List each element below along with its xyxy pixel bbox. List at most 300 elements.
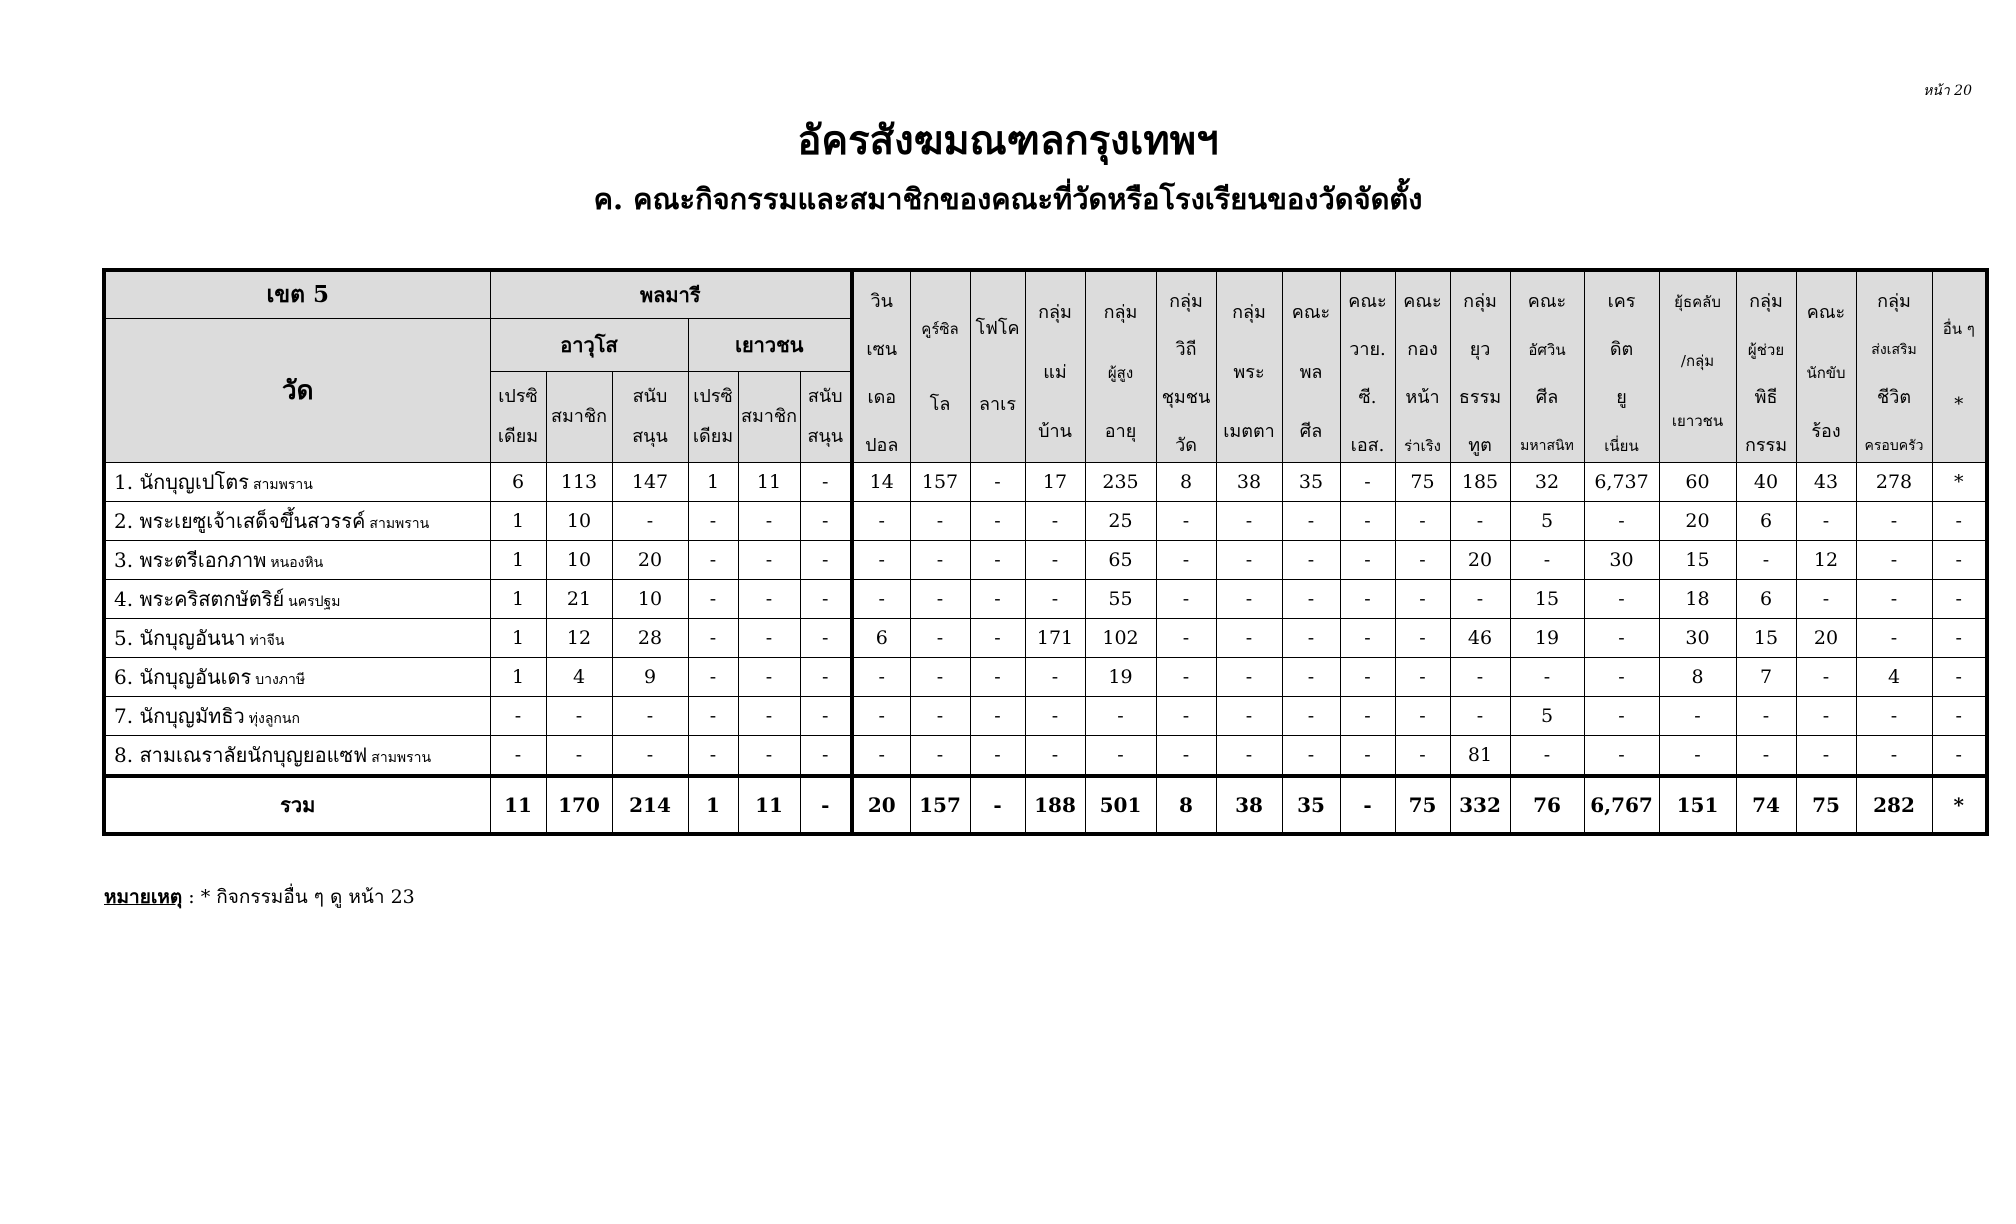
table-cell: - — [1216, 736, 1282, 777]
table-row — [104, 580, 1987, 619]
polmari-header: พลมารี — [490, 270, 852, 319]
wat-district: หนองหิน — [270, 555, 324, 571]
total-cell: 188 — [1025, 776, 1085, 834]
wat-name-cell — [104, 502, 490, 541]
table-row — [104, 502, 1987, 541]
table-cell: - — [688, 502, 738, 541]
total-cell: 332 — [1450, 776, 1510, 834]
wat-district: บางภาษี — [255, 672, 306, 688]
table-cell: * — [1932, 463, 1987, 502]
total-cell: - — [800, 776, 852, 834]
table-cell: - — [1856, 736, 1932, 777]
total-cell: 11 — [490, 776, 546, 834]
activity-header-17 — [1856, 270, 1932, 463]
activity-header-line: กลุ่ม — [1463, 291, 1497, 312]
table-cell: - — [1510, 658, 1584, 697]
activity-header-line: ศีล — [1535, 387, 1559, 408]
table-cell: 65 — [1085, 541, 1156, 580]
activity-header-12 — [1510, 270, 1584, 463]
footnote-text: : * กิจกรรมอื่น ๆ ดู หน้า 23 — [182, 886, 415, 908]
activities-table — [102, 268, 1989, 836]
table-cell: - — [1395, 697, 1450, 736]
activity-header-line: ส่งเสริม — [1871, 342, 1917, 358]
table-cell: 32 — [1510, 463, 1584, 502]
table-cell: - — [1584, 580, 1659, 619]
total-cell: 75 — [1395, 776, 1450, 834]
table-cell: 38 — [1216, 463, 1282, 502]
page-number: หน้า 20 — [1923, 83, 1972, 99]
table-cell: - — [1796, 502, 1856, 541]
table-cell: - — [970, 736, 1025, 777]
table-cell: - — [1340, 463, 1395, 502]
sub-header-3 — [612, 372, 688, 463]
activity-header-15 — [1736, 270, 1796, 463]
activity-header-line: พล — [1299, 361, 1323, 383]
sub-header-4 — [688, 372, 738, 463]
table-cell: 15 — [1659, 541, 1736, 580]
table-cell: - — [546, 697, 612, 736]
table-cell: - — [1340, 619, 1395, 658]
activity-header-line: คณะ — [1348, 291, 1387, 312]
table-cell: - — [1395, 541, 1450, 580]
table-cell: - — [852, 580, 910, 619]
activity-header-line: ศีล — [1299, 420, 1323, 442]
table-cell: 1 — [490, 580, 546, 619]
activity-header-1 — [852, 270, 910, 463]
table-cell: 1 — [688, 463, 738, 502]
activity-header-4 — [1025, 270, 1085, 463]
table-cell: 4 — [546, 658, 612, 697]
table-cell: - — [800, 502, 852, 541]
footnote-label: หมายเหตุ — [104, 886, 183, 908]
wat-name-cell — [104, 736, 490, 777]
table-cell: - — [1932, 736, 1987, 777]
table-cell: - — [1025, 736, 1085, 777]
activity-header-line: คณะ — [1806, 302, 1846, 324]
activity-header-line: คูร์ซิล — [921, 320, 959, 339]
activity-header-line: กรรม — [1744, 435, 1788, 456]
table-cell: - — [688, 580, 738, 619]
activity-header-line: ผู้สูง — [1107, 363, 1134, 382]
table-cell: - — [1156, 619, 1216, 658]
table-cell: - — [738, 541, 800, 580]
table-cell: 1 — [490, 658, 546, 697]
table-cell: - — [1282, 502, 1340, 541]
table-cell: - — [1156, 580, 1216, 619]
activity-header-line: บ้าน — [1038, 420, 1072, 442]
table-cell: - — [1340, 658, 1395, 697]
activity-header-line: กอง — [1407, 339, 1438, 360]
activity-header-line: เนี่ยน — [1604, 437, 1639, 455]
wat-name-cell — [104, 697, 490, 736]
table-cell: - — [1736, 541, 1796, 580]
activity-header-5 — [1085, 270, 1156, 463]
total-cell: 170 — [546, 776, 612, 834]
table-cell: - — [1510, 541, 1584, 580]
table-cell: - — [1932, 619, 1987, 658]
table-cell: 40 — [1736, 463, 1796, 502]
wat-name-cell — [104, 463, 490, 502]
table-cell: - — [970, 580, 1025, 619]
table-cell: - — [910, 697, 970, 736]
table-cell: - — [970, 697, 1025, 736]
table-cell: - — [852, 502, 910, 541]
activity-header-line: ยู — [1616, 387, 1627, 408]
table-cell: - — [1856, 502, 1932, 541]
activity-header-line: ชีวิต — [1877, 387, 1912, 408]
table-cell: - — [1856, 580, 1932, 619]
table-cell: 30 — [1584, 541, 1659, 580]
sub-header-2 — [546, 372, 612, 463]
table-cell: 30 — [1659, 619, 1736, 658]
table-cell: - — [1156, 697, 1216, 736]
table-cell: 18 — [1659, 580, 1736, 619]
table-cell: 20 — [612, 541, 688, 580]
activity-header-line: วัด — [1175, 435, 1197, 456]
table-cell: - — [738, 658, 800, 697]
activity-header-14 — [1659, 270, 1736, 463]
table-cell: 5 — [1510, 697, 1584, 736]
sub-header-line: เปรซิ — [498, 386, 538, 407]
table-cell: 6 — [852, 619, 910, 658]
sub-header-line: สนุน — [807, 426, 844, 447]
activity-header-line: นักขับ — [1806, 363, 1846, 382]
table-cell: - — [1395, 580, 1450, 619]
table-cell: - — [1340, 736, 1395, 777]
table-cell: 20 — [1450, 541, 1510, 580]
table-cell: 8 — [1156, 463, 1216, 502]
activity-header-line: ยุว — [1469, 339, 1491, 360]
table-cell: - — [612, 736, 688, 777]
wat-name: 2. พระเยซูเจ้าเสด็จขึ้นสวรรค์ — [114, 509, 366, 533]
table-cell: - — [1450, 580, 1510, 619]
total-cell: 35 — [1282, 776, 1340, 834]
activity-header-line: ยุ้ธคลับ — [1674, 293, 1721, 311]
sub-header-6 — [800, 372, 852, 463]
table-cell: - — [1025, 658, 1085, 697]
table-cell: - — [738, 736, 800, 777]
activity-header-9 — [1340, 270, 1395, 463]
table-cell: 12 — [546, 619, 612, 658]
table-cell: - — [1796, 658, 1856, 697]
total-cell: * — [1932, 776, 1987, 834]
table-cell: - — [970, 541, 1025, 580]
table-cell: - — [1340, 580, 1395, 619]
table-cell: - — [910, 736, 970, 777]
table-cell: 5 — [1510, 502, 1584, 541]
table-cell: - — [1584, 502, 1659, 541]
table-cell: - — [1395, 658, 1450, 697]
table-cell: 10 — [546, 502, 612, 541]
total-cell: 11 — [738, 776, 800, 834]
wat-name: 1. นักบุญเปโตร — [114, 470, 249, 494]
table-cell: 6 — [490, 463, 546, 502]
table-cell: - — [910, 580, 970, 619]
activity-header-13 — [1584, 270, 1659, 463]
activity-header-line: กลุ่ม — [1877, 291, 1911, 312]
table-cell: 157 — [910, 463, 970, 502]
table-cell: - — [1856, 619, 1932, 658]
table-cell: - — [1932, 658, 1987, 697]
table-cell: - — [1156, 502, 1216, 541]
sub-header-line: สนับ — [807, 386, 843, 407]
table-cell: - — [852, 736, 910, 777]
table-cell: - — [800, 658, 852, 697]
table-cell: 60 — [1659, 463, 1736, 502]
table-cell: - — [1156, 541, 1216, 580]
page-title: อัครสังฆมณฑลกรุงเทพฯ — [797, 117, 1219, 164]
table-cell: 46 — [1450, 619, 1510, 658]
table-cell: - — [852, 697, 910, 736]
table-cell: 11 — [738, 463, 800, 502]
table-cell: - — [1216, 697, 1282, 736]
table-cell: - — [1932, 697, 1987, 736]
total-cell: 282 — [1856, 776, 1932, 834]
table-row — [104, 619, 1987, 658]
table-cell: - — [1282, 697, 1340, 736]
table-cell: - — [1156, 736, 1216, 777]
sub-header-line: สมาชิก — [740, 406, 798, 427]
activity-header-line: ร่าเริง — [1404, 437, 1442, 455]
activity-header-line: ชุมชน — [1161, 387, 1211, 408]
table-cell: - — [1216, 619, 1282, 658]
wat-name: 8. สามเณราลัยนักบุญยอแซฟ — [114, 743, 368, 767]
table-cell: 75 — [1395, 463, 1450, 502]
table-cell: - — [1659, 736, 1736, 777]
table-cell: - — [1856, 541, 1932, 580]
table-cell: - — [800, 541, 852, 580]
activity-header-line: โฟโค — [975, 318, 1020, 340]
table-cell: - — [970, 658, 1025, 697]
footnote — [104, 882, 415, 912]
table-cell: - — [490, 697, 546, 736]
table-cell: 43 — [1796, 463, 1856, 502]
table-cell: - — [852, 541, 910, 580]
total-cell: 501 — [1085, 776, 1156, 834]
activity-header-line: เดอ — [867, 387, 897, 408]
table-cell: 6,737 — [1584, 463, 1659, 502]
table-cell: - — [1932, 502, 1987, 541]
wat-name: 5. นักบุญอันนา — [114, 626, 246, 650]
activity-header-line: * — [1954, 393, 1964, 415]
table-cell: 20 — [1659, 502, 1736, 541]
table-row — [104, 697, 1987, 736]
wat-name-cell — [104, 658, 490, 697]
table-cell: - — [910, 541, 970, 580]
activity-header-line: กลุ่ม — [1232, 302, 1266, 324]
table-row — [104, 541, 1987, 580]
table-cell: - — [970, 463, 1025, 502]
table-cell: - — [1450, 697, 1510, 736]
table-cell: - — [688, 697, 738, 736]
activity-header-line: มหาสนิท — [1520, 438, 1574, 454]
total-cell: - — [1340, 776, 1395, 834]
table-cell: 4 — [1856, 658, 1932, 697]
table-cell: - — [1282, 658, 1340, 697]
wat-district: สามพราน — [252, 477, 313, 493]
activity-header-line: กลุ่ม — [1103, 302, 1138, 324]
table-cell: 14 — [852, 463, 910, 502]
table-cell: 17 — [1025, 463, 1085, 502]
yaowachon-header: เยาวชน — [688, 319, 852, 372]
table-cell: - — [1736, 736, 1796, 777]
table-cell: - — [800, 619, 852, 658]
activity-header-line: อื่น ๆ — [1942, 320, 1975, 339]
table-cell: - — [1395, 502, 1450, 541]
table-cell: 9 — [612, 658, 688, 697]
table-cell: - — [1796, 736, 1856, 777]
wat-district: ทุ่งลูกนก — [248, 711, 300, 727]
table-cell: - — [1282, 736, 1340, 777]
table-cell: - — [1510, 736, 1584, 777]
activity-header-line: พิธี — [1754, 387, 1778, 408]
table-cell: 171 — [1025, 619, 1085, 658]
activity-header-7 — [1216, 270, 1282, 463]
sub-header-line: เปรซิ — [693, 386, 733, 407]
total-cell: - — [970, 776, 1025, 834]
table-cell: - — [1395, 736, 1450, 777]
wat-name-cell — [104, 580, 490, 619]
table-cell: 20 — [1796, 619, 1856, 658]
total-cell: 214 — [612, 776, 688, 834]
table-cell: - — [1584, 658, 1659, 697]
table-cell: - — [738, 502, 800, 541]
table-cell: - — [1796, 697, 1856, 736]
table-cell: - — [1282, 541, 1340, 580]
table-cell: - — [800, 697, 852, 736]
table-cell: - — [970, 502, 1025, 541]
table-cell: - — [1282, 580, 1340, 619]
table-cell: - — [910, 502, 970, 541]
table-cell: 10 — [612, 580, 688, 619]
total-cell: 157 — [910, 776, 970, 834]
table-cell: - — [1450, 658, 1510, 697]
activity-header-11 — [1450, 270, 1510, 463]
table-cell: 12 — [1796, 541, 1856, 580]
sub-header-1 — [490, 372, 546, 463]
activity-header-line: อายุ — [1104, 420, 1137, 442]
table-cell: - — [1216, 502, 1282, 541]
table-cell: - — [1340, 541, 1395, 580]
table-cell: 19 — [1510, 619, 1584, 658]
table-cell: 1 — [490, 541, 546, 580]
table-cell: 185 — [1450, 463, 1510, 502]
wat-district: สามพราน — [371, 750, 432, 766]
table-cell: 102 — [1085, 619, 1156, 658]
table-cell: 55 — [1085, 580, 1156, 619]
wat-name: 4. พระคริสตกษัตริย์ — [114, 587, 285, 611]
table-cell: 6 — [1736, 502, 1796, 541]
activity-header-18 — [1932, 270, 1987, 463]
table-cell: 35 — [1282, 463, 1340, 502]
table-cell: 278 — [1856, 463, 1932, 502]
sub-header-line: สนุน — [632, 426, 668, 447]
wat-name-cell — [104, 619, 490, 658]
table-cell: - — [1156, 658, 1216, 697]
total-cell: 74 — [1736, 776, 1796, 834]
total-cell: 1 — [688, 776, 738, 834]
table-cell: - — [546, 736, 612, 777]
activity-header-16 — [1796, 270, 1856, 463]
table-cell: - — [688, 619, 738, 658]
table-row — [104, 736, 1987, 777]
table-cell: - — [910, 658, 970, 697]
activity-header-line: วาย. — [1349, 339, 1386, 360]
activity-header-line: พระ — [1233, 361, 1265, 383]
activity-header-line: กลุ่ม — [1749, 291, 1783, 312]
table-cell: 15 — [1736, 619, 1796, 658]
table-cell: - — [688, 541, 738, 580]
table-cell: - — [1085, 736, 1156, 777]
table-cell: - — [688, 736, 738, 777]
table-cell: - — [800, 463, 852, 502]
table-cell: 25 — [1085, 502, 1156, 541]
activity-header-10 — [1395, 270, 1450, 463]
activity-header-line: อัศวิน — [1528, 341, 1566, 359]
wat-name: 7. นักบุญมัทธิว — [114, 704, 245, 728]
total-cell: 151 — [1659, 776, 1736, 834]
total-row — [104, 776, 1987, 834]
total-cell: 76 — [1510, 776, 1584, 834]
activity-header-line: ผู้ช่วย — [1747, 341, 1785, 359]
activity-header-2 — [910, 270, 970, 463]
activity-header-line: เอส. — [1350, 435, 1385, 456]
table-cell: 19 — [1085, 658, 1156, 697]
total-cell: 38 — [1216, 776, 1282, 834]
table-cell: - — [1395, 619, 1450, 658]
table-cell: - — [800, 580, 852, 619]
activity-header-line: กลุ่ม — [1169, 291, 1203, 312]
table-cell: - — [1584, 697, 1659, 736]
table-cell: - — [1584, 619, 1659, 658]
activity-header-line: หน้า — [1405, 387, 1440, 408]
table-cell: - — [1216, 658, 1282, 697]
wat-district: สามพราน — [369, 516, 430, 532]
wat-name: 6. นักบุญอันเดร — [114, 665, 252, 689]
table-row — [104, 658, 1987, 697]
activity-header-line: ทูต — [1468, 435, 1492, 456]
activity-header-3 — [970, 270, 1025, 463]
table-cell: - — [1584, 736, 1659, 777]
activity-header-line: /กลุ่ม — [1680, 352, 1715, 371]
activity-header-line: กลุ่ม — [1038, 302, 1072, 324]
sub-header-5 — [738, 372, 800, 463]
zone-header: เขต 5 — [104, 270, 490, 319]
activity-header-line: ดิต — [1609, 339, 1634, 360]
sub-header-line: เดียม — [497, 426, 539, 447]
table-cell: 1 — [490, 619, 546, 658]
activity-header-line: เยาวชน — [1671, 411, 1724, 430]
activity-header-6 — [1156, 270, 1216, 463]
table-cell: 7 — [1736, 658, 1796, 697]
activity-header-line: ร้อง — [1811, 420, 1841, 442]
arwuso-header: อาวุโส — [490, 319, 688, 372]
activity-header-line: ครอบครัว — [1864, 438, 1924, 454]
table-row — [104, 463, 1987, 502]
table-cell: - — [1340, 697, 1395, 736]
table-cell: - — [1450, 502, 1510, 541]
activity-header-line: วิถี — [1175, 339, 1197, 360]
activity-header-line: เมตตา — [1223, 420, 1275, 442]
activity-header-line: เซน — [866, 339, 898, 360]
wat-name-cell — [104, 541, 490, 580]
table-cell: - — [1216, 541, 1282, 580]
wat-header: วัด — [104, 319, 490, 463]
page-subtitle: ค. คณะกิจกรรมและสมาชิกของคณะที่วัดหรือโรงเรียนของวัดจัดตั้ง — [593, 182, 1423, 216]
table-cell: - — [1932, 580, 1987, 619]
table-cell: 147 — [612, 463, 688, 502]
total-cell: 8 — [1156, 776, 1216, 834]
